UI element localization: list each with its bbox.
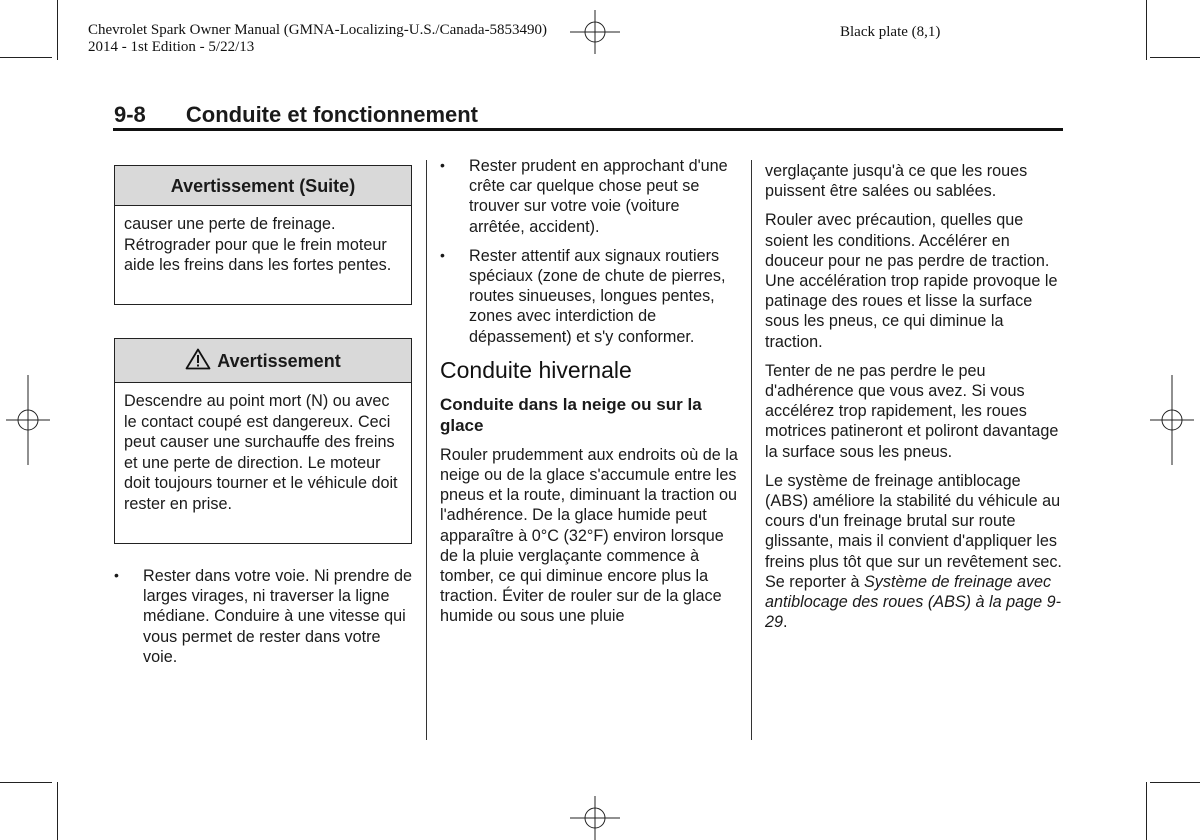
registration-mark-right — [1150, 375, 1194, 465]
bullet-glyph: • — [440, 157, 445, 173]
list-item — [114, 566, 414, 667]
warning-box — [114, 338, 412, 544]
paragraph-abs-text: Le système de freinage antiblocage (ABS) améliore la stabilité du véhicule au cours d'un freinage brutal sur route glissante, mais il convient d'appliquer les freins plus tôt que sur un revêtement sec. Se reporter à — [765, 471, 1062, 591]
warning-triangle-icon — [185, 348, 211, 370]
list-item — [440, 246, 738, 347]
column-divider-2 — [751, 160, 752, 740]
column-divider-1 — [426, 160, 427, 740]
print-header-line1: Chevrolet Spark Owner Manual (GMNA-Localizing-U.S./Canada-5853490) — [88, 22, 548, 38]
warning-continued-text: causer une perte de freinage. Rétrograder pour que le frein moteur aide les freins dans les fortes pentes. — [124, 215, 392, 275]
page-number: 9-8 — [114, 102, 146, 127]
warning-continued-title: Avertissement (Suite) — [115, 166, 411, 206]
paragraph-abs — [765, 471, 1065, 633]
warning-box-continued — [114, 165, 412, 305]
bullet-text: Rester attentif aux signaux routiers spéciaux (zone de chute de pierres, routes sinueuses, longues pentes, zones avec interdiction de dépassement) et s'y conformer. — [469, 246, 726, 346]
bullet-text: Rester prudent en approchant d'une crête car quelque chose peut se trouver sur votre voie (voiture arrêtée, accident). — [469, 157, 728, 236]
list-item — [440, 156, 738, 237]
warning-text: Descendre au point mort (N) ou avec le contact coupé est dangereux. Ceci peut causer une surchauffe des freins et une perte de direction. Le moteur doit toujours tourner et le véhicule doit rester en prise. — [124, 392, 398, 513]
warning-title: Avertissement — [217, 351, 341, 371]
column-2 — [440, 156, 738, 627]
bullet-glyph: • — [114, 567, 119, 583]
paragraph: verglaçante jusqu'à ce que les roues puissent être salées ou sablées. — [765, 162, 1028, 201]
paragraph: Rouler avec précaution, quelles que soient les conditions. Accélérer en douceur pour ne pas perdre de traction. Une accélération trop rapide provoque le patinage des roues et lisse la surface sous les pneus, ce qui diminue la traction. — [765, 211, 1058, 351]
title-rule — [113, 128, 1063, 131]
registration-mark-bottom — [570, 796, 620, 840]
bullet-glyph: • — [440, 246, 445, 263]
page-title-text: Conduite et fonctionnement — [185, 102, 479, 127]
print-header-right: Black plate (8,1) — [840, 24, 941, 40]
print-header-line2: 2014 - 1st Edition - 5/22/13 — [88, 39, 255, 55]
column-1-bullets — [114, 566, 414, 676]
subsection-heading: Conduite dans la neige ou sur la glace — [440, 394, 702, 435]
print-header-left — [88, 22, 608, 56]
paragraph-abs-end: . — [783, 613, 788, 632]
paragraph: Rouler prudemment aux endroits où de la neige ou de la glace s'accumule entre les pneus et la route, diminuant la traction ou l'adhérence. De la glace humide peut apparaître à 0°C (32°F) environ lorsque de la pluie verglaçante commence à tomber, ce qui diminue encore plus la traction. Éviter de rouler sur de la glace humide ou sous une pluie — [440, 445, 738, 626]
bullet-text: Rester dans votre voie. Ni prendre de larges virages, ni traverser la ligne médiane. Conduire à une vitesse qui vous permet de rester dans votre voie. — [143, 567, 413, 666]
cross-reference-link[interactable]: Système de freinage avec antiblocage des roues (ABS) à la page 9-29 — [765, 572, 1062, 632]
column-3 — [765, 161, 1065, 641]
warning-header — [115, 339, 411, 383]
registration-mark-left — [6, 375, 50, 465]
section-heading: Conduite hivernale — [440, 356, 632, 383]
page-title — [114, 102, 478, 128]
paragraph: Tenter de ne pas perdre le peu d'adhérence que vous avez. Si vous accélérez trop rapidement, les roues motrices patineront et poliront davantage la surface sous les pneus. — [765, 361, 1059, 461]
